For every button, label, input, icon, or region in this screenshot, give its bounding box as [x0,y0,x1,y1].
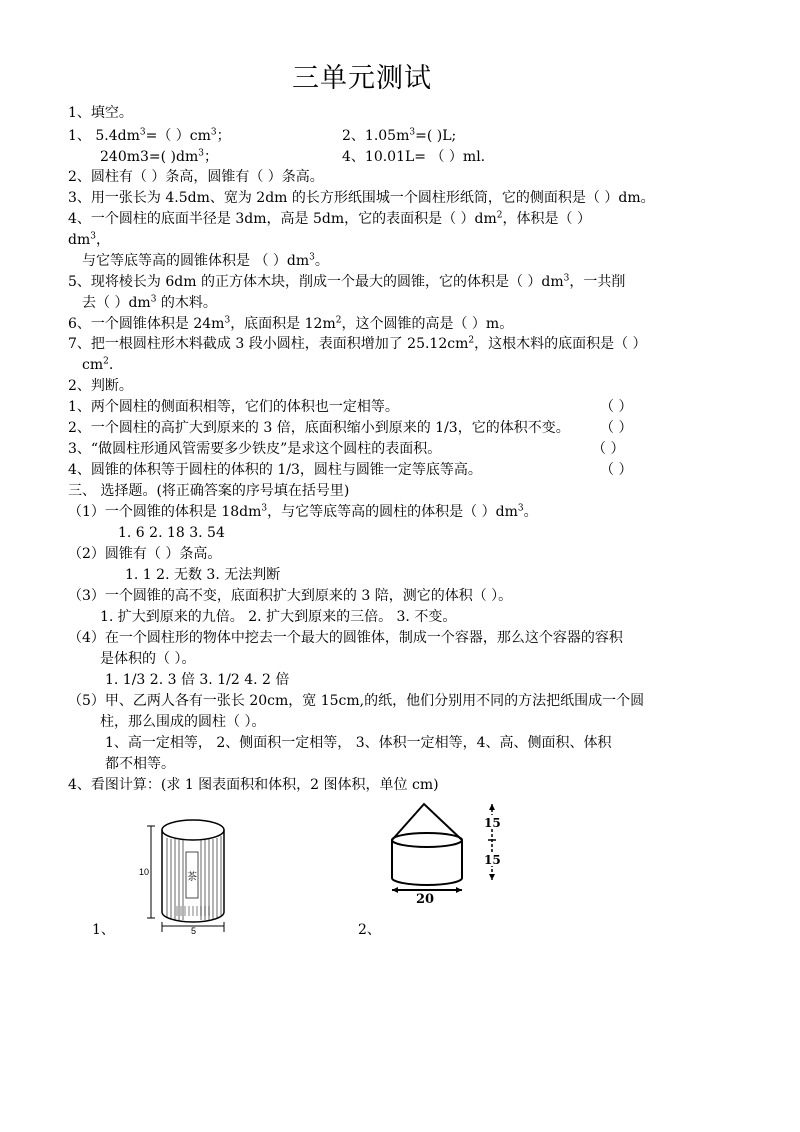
figure-1-tea-label: 茶 [187,872,197,883]
figure-1-width-label: 5 [191,926,197,936]
section-heading-fill: 1、填空。 [68,105,133,121]
figure-1-height-label: 10 [139,867,150,877]
choice-5: （5）甲、乙两人各有一张长 20cm，宽 15cm,的纸，他们分别用不同的方法把纸围成一个圆 [68,693,645,709]
choice-1: （1）一个圆锥的体积是 $18dm^3$，与它等底等高的圆柱的体积是（ ）$dm^3$。 [68,503,538,520]
judge-2-answer: （ ） [600,420,633,436]
figure-2-cone-cylinder [380,796,510,906]
choice-5-options: 1、高一定相等， 2、侧面积一定相等， 3、体积一定相等，4、高、侧面积、体积 [105,735,612,751]
choice-2: （2）圆锥有（ ）条高。 [68,546,222,562]
question-5: 5、现将棱长为 6dm 的正方体木块，削成一个最大的圆锥，它的体积是（ ）$dm^3$，一共削 [68,273,626,290]
judge-3: 3、“做圆柱形通风管需要多少铁皮”是求这个圆柱的表面积。 [68,441,442,457]
question-1b: 2、$1.05m^3=$( )L; [342,127,457,144]
question-2: 2、圆柱有（ ）条高，圆锥有（ ）条高。 [68,169,324,185]
choice-3-options: 1. 扩大到原来的九倍。 2. 扩大到原来的三倍。 3. 不变。 [100,609,457,625]
judge-1: 1、两个圆柱的侧面积相等，它们的体积也一定相等。 [68,399,399,415]
section-heading-judge: 2、判断。 [68,378,133,394]
question-1d: 4、10.01L= （ ）ml. [342,149,486,165]
judge-1-answer: （ ） [600,399,633,415]
judge-4: 4、圆锥的体积等于圆柱的体积的 1/3，圆柱与圆锥一定等底等高。 [68,462,482,478]
figure-1-cylinder [135,812,235,938]
figure-2-width-label: 20 [416,892,435,906]
judge-3-answer: （ ） [592,441,625,457]
choice-4-options: 1. 1/3 2. 3 倍 3. 1/2 4. 2 倍 [105,672,290,688]
choice-5-cont: 柱，那么围成的圆柱（ ）。 [100,714,266,730]
choice-2-options: 1. 1 2. 无数 3. 无法判断 [125,567,281,583]
figure-2-label: 2、 [358,922,381,938]
section-heading-calc: 4、看图计算：(求 1 图表面积和体积，2 图体积，单位 cm) [68,777,439,793]
judge-4-answer: （ ） [600,462,633,478]
question-1c: 240m3=( )$dm^3$； [100,148,218,165]
question-7-cont: $cm^2$. [82,356,114,373]
question-4: 4、一个圆柱的底面半径是 3dm，高是 5dm，它的表面积是（ ）$dm^2$，体积是（ ） [68,210,591,227]
choice-1-options: 1. 6 2. 18 3. 54 [118,525,225,541]
section-heading-choice: 三、 选择题。(将正确答案的序号填在括号里) [68,483,350,499]
page-title: 三单元测试 [292,63,432,94]
figure-2-top-label: 15 [484,816,501,830]
choice-5-options-cont: 都不相等。 [105,756,175,772]
question-5-cont: 去（ ）$dm^3$ 的木料。 [82,294,217,311]
question-1a: 1、 $5.4dm^3=$（ ）$cm^3$； [68,127,231,144]
question-4-cont2: 与它等底等高的圆锥体积是 （ ）$dm^3$。 [82,252,329,269]
choice-3: （3）一个圆锥的高不变，底面积扩大到原来的 3 陪，测它的体积（ ）。 [68,588,513,604]
question-6: 6、一个圆锥体积是 $24m^3$，底面积是 $12m^2$，这个圆锥的高是（ ）m。 [68,315,514,332]
question-7: 7、把一根圆柱形木料截成 3 段小圆柱，表面积增加了 $25.12cm^2$，这根木料的底面积是（ ） [68,335,647,352]
choice-4-cont: 是体积的（ ）。 [100,651,196,667]
figure-1-label: 1、 [92,922,115,938]
question-3: 3、用一张长为 4.5dm、宽为 2dm 的长方形纸围城一个圆柱形纸筒，它的侧面积是（ ）dm。 [68,190,655,206]
figure-2-bottom-label: 15 [484,853,501,867]
choice-4: （4）在一个圆柱形的物体中挖去一个最大的圆锥体，制成一个容器，那么这个容器的容积 [68,630,623,646]
question-4-cont: $dm^3$， [68,231,110,248]
judge-2: 2、一个圆柱的高扩大到原来的 3 倍，底面积缩小到原来的 1/3，它的体积不变。 [68,420,570,436]
